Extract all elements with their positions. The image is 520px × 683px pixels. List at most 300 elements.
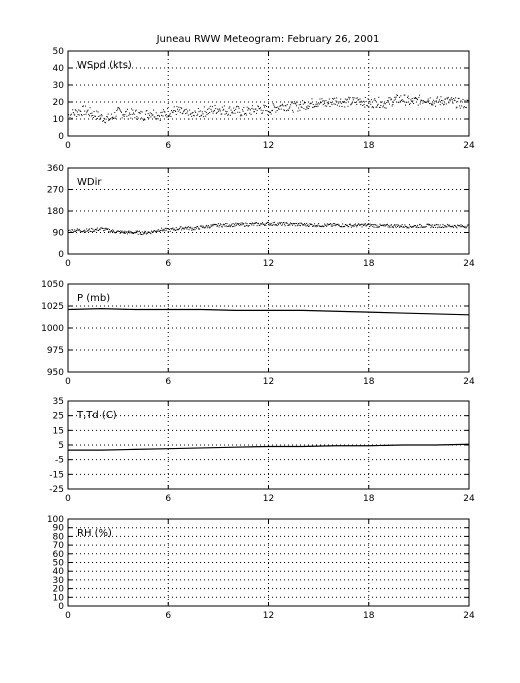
- data-point: [360, 104, 361, 105]
- data-point: [237, 223, 238, 224]
- data-point: [130, 231, 131, 232]
- x-tick-label: 24: [463, 377, 475, 387]
- data-point: [140, 111, 141, 112]
- data-point: [382, 107, 383, 108]
- data-point: [178, 111, 179, 112]
- data-point: [83, 105, 84, 106]
- data-point: [365, 97, 366, 98]
- data-point: [141, 118, 142, 119]
- data-point: [85, 106, 86, 107]
- data-point: [208, 113, 209, 114]
- data-point: [394, 100, 395, 101]
- data-point: [365, 223, 366, 224]
- data-point: [181, 229, 182, 230]
- data-point: [216, 224, 217, 225]
- data-point: [247, 110, 248, 111]
- data-point: [172, 228, 173, 229]
- data-point: [402, 99, 403, 100]
- data-point: [454, 100, 455, 101]
- data-point: [220, 223, 221, 224]
- y-tick-label: -5: [55, 455, 64, 466]
- data-point: [286, 110, 287, 111]
- data-point: [209, 112, 210, 113]
- x-tick-label: 6: [165, 377, 172, 387]
- data-point: [242, 109, 243, 110]
- data-point: [191, 230, 192, 231]
- data-point: [384, 107, 385, 108]
- data-point: [445, 99, 446, 100]
- data-point: [388, 227, 389, 228]
- data-point: [237, 106, 238, 107]
- data-point: [325, 105, 326, 106]
- data-point: [259, 225, 260, 226]
- y-tick-label: 975: [46, 346, 64, 356]
- data-point: [333, 99, 334, 100]
- data-point: [464, 227, 465, 228]
- data-point: [429, 103, 430, 104]
- data-point: [197, 226, 198, 227]
- data-point: [145, 114, 146, 115]
- data-point: [412, 100, 413, 101]
- y-tick-label: 35: [52, 397, 64, 407]
- data-point: [370, 224, 371, 225]
- data-point: [160, 112, 161, 113]
- data-point: [93, 117, 94, 118]
- y-tick-label: 0: [58, 250, 64, 260]
- data-point: [239, 223, 240, 224]
- data-point: [329, 106, 330, 107]
- data-point: [402, 224, 403, 225]
- series-line: [68, 309, 469, 315]
- data-point: [463, 107, 464, 108]
- data-point: [69, 118, 70, 119]
- data-point: [203, 113, 204, 114]
- data-point: [86, 228, 87, 229]
- data-point: [218, 223, 219, 224]
- data-point: [294, 223, 295, 224]
- data-point: [352, 103, 353, 104]
- data-point: [380, 107, 381, 108]
- data-point: [108, 120, 109, 121]
- data-point: [70, 230, 71, 231]
- data-point: [144, 233, 145, 234]
- data-point: [228, 114, 229, 115]
- data-point: [367, 105, 368, 106]
- y-tick-label: 0: [58, 602, 64, 612]
- data-point: [215, 105, 216, 106]
- data-point: [422, 100, 423, 101]
- x-tick-label: 0: [65, 259, 71, 269]
- data-point: [199, 228, 200, 229]
- data-point: [430, 225, 431, 226]
- x-tick-label: 12: [262, 259, 275, 269]
- data-point: [152, 114, 153, 115]
- data-point: [222, 226, 223, 227]
- data-point: [434, 225, 435, 226]
- data-point: [417, 225, 418, 226]
- data-point: [313, 226, 314, 227]
- data-point: [392, 104, 393, 105]
- data-point: [207, 227, 208, 228]
- data-point: [455, 97, 456, 98]
- data-point: [437, 227, 438, 228]
- data-point: [170, 231, 171, 232]
- data-point: [360, 99, 361, 100]
- data-point: [134, 117, 135, 118]
- data-point: [141, 234, 142, 235]
- data-point: [396, 227, 397, 228]
- data-point: [353, 99, 354, 100]
- data-point: [388, 225, 389, 226]
- data-point: [76, 116, 77, 117]
- data-point: [100, 229, 101, 230]
- data-point: [155, 118, 156, 119]
- data-point: [124, 233, 125, 234]
- y-tick-label: 180: [46, 207, 64, 217]
- data-point: [184, 229, 185, 230]
- data-point: [390, 97, 391, 98]
- data-point: [420, 103, 421, 104]
- data-point: [264, 225, 265, 226]
- data-point: [317, 226, 318, 227]
- data-point: [323, 100, 324, 101]
- data-point: [168, 231, 169, 232]
- data-point: [347, 225, 348, 226]
- x-tick-label: 18: [363, 611, 375, 621]
- data-point: [325, 225, 326, 226]
- data-point: [358, 99, 359, 100]
- y-tick-label: 40: [52, 567, 64, 578]
- data-point: [102, 228, 103, 229]
- data-point: [433, 100, 434, 101]
- data-point: [446, 103, 447, 104]
- data-point: [428, 100, 429, 101]
- data-point: [219, 226, 220, 227]
- data-point: [297, 102, 298, 103]
- data-point: [442, 224, 443, 225]
- data-point: [126, 111, 127, 112]
- data-point: [262, 222, 263, 223]
- data-point: [101, 114, 102, 115]
- data-point: [184, 109, 185, 110]
- data-point: [106, 229, 107, 230]
- data-point: [127, 233, 128, 234]
- data-point: [339, 225, 340, 226]
- data-point: [265, 224, 266, 225]
- data-point: [142, 234, 143, 235]
- data-point: [411, 101, 412, 102]
- data-point: [412, 98, 413, 99]
- data-point: [333, 223, 334, 224]
- y-tick-label: 5: [58, 441, 64, 451]
- data-point: [267, 110, 268, 111]
- data-point: [318, 223, 319, 224]
- data-point: [88, 110, 89, 111]
- x-tick-label: 0: [65, 611, 71, 621]
- data-point: [413, 226, 414, 227]
- data-point: [235, 109, 236, 110]
- data-point: [175, 230, 176, 231]
- data-point: [258, 106, 259, 107]
- data-point: [371, 99, 372, 100]
- data-point: [282, 224, 283, 225]
- data-point: [449, 225, 450, 226]
- data-point: [308, 108, 309, 109]
- data-point: [250, 109, 251, 110]
- data-point: [340, 101, 341, 102]
- data-point: [195, 112, 196, 113]
- data-point: [217, 112, 218, 113]
- data-point: [225, 111, 226, 112]
- data-point: [321, 98, 322, 99]
- data-point: [324, 224, 325, 225]
- data-point: [300, 104, 301, 105]
- data-point: [169, 115, 170, 116]
- data-point: [330, 223, 331, 224]
- data-point: [375, 100, 376, 101]
- data-point: [436, 98, 437, 99]
- data-point: [77, 228, 78, 229]
- data-point: [207, 114, 208, 115]
- data-point: [362, 226, 363, 227]
- data-point: [435, 106, 436, 107]
- data-point: [224, 224, 225, 225]
- data-point: [86, 231, 87, 232]
- data-point: [462, 102, 463, 103]
- data-point: [249, 108, 250, 109]
- data-point: [434, 103, 435, 104]
- data-point: [84, 114, 85, 115]
- data-point: [263, 110, 264, 111]
- data-point: [114, 112, 115, 113]
- data-point: [434, 101, 435, 102]
- data-point: [219, 225, 220, 226]
- panels-container: [41, 47, 475, 621]
- data-point: [270, 224, 271, 225]
- data-point: [76, 230, 77, 231]
- data-point: [174, 106, 175, 107]
- data-point: [331, 104, 332, 105]
- data-point: [176, 227, 177, 228]
- data-point: [338, 101, 339, 102]
- data-point: [226, 226, 227, 227]
- data-point: [416, 226, 417, 227]
- data-point: [109, 229, 110, 230]
- data-point: [246, 225, 247, 226]
- data-point: [221, 113, 222, 114]
- data-point: [289, 225, 290, 226]
- data-point: [334, 223, 335, 224]
- data-point: [370, 104, 371, 105]
- data-point: [147, 233, 148, 234]
- panel-1: [53, 47, 475, 151]
- data-point: [124, 231, 125, 232]
- data-point: [291, 101, 292, 102]
- data-point: [92, 113, 93, 114]
- data-point: [239, 108, 240, 109]
- data-point: [364, 107, 365, 108]
- data-point: [382, 101, 383, 102]
- data-point: [468, 100, 469, 101]
- data-point: [459, 105, 460, 106]
- data-point: [363, 225, 364, 226]
- data-point: [210, 106, 211, 107]
- data-point: [160, 230, 161, 231]
- data-point: [409, 104, 410, 105]
- data-point: [139, 231, 140, 232]
- data-point: [229, 224, 230, 225]
- data-point: [325, 100, 326, 101]
- data-point: [321, 102, 322, 103]
- data-point: [96, 119, 97, 120]
- data-point: [115, 118, 116, 119]
- data-point: [227, 115, 228, 116]
- x-tick-label: 18: [363, 141, 375, 151]
- data-point: [235, 113, 236, 114]
- data-point: [396, 97, 397, 98]
- data-point: [389, 104, 390, 105]
- data-point: [353, 225, 354, 226]
- data-point: [92, 229, 93, 230]
- data-point: [251, 108, 252, 109]
- data-point: [76, 110, 77, 111]
- data-point: [370, 225, 371, 226]
- data-point: [448, 226, 449, 227]
- data-point: [469, 224, 470, 225]
- data-point: [292, 110, 293, 111]
- data-point: [456, 226, 457, 227]
- data-point: [366, 101, 367, 102]
- data-point: [170, 116, 171, 117]
- data-point: [394, 97, 395, 98]
- data-point: [297, 111, 298, 112]
- data-point: [223, 110, 224, 111]
- data-point: [225, 114, 226, 115]
- data-point: [86, 112, 87, 113]
- data-point: [108, 114, 109, 115]
- data-point: [182, 227, 183, 228]
- data-point: [417, 99, 418, 100]
- data-point: [267, 114, 268, 115]
- data-point: [277, 107, 278, 108]
- data-point: [268, 222, 269, 223]
- data-point: [97, 228, 98, 229]
- data-point: [344, 226, 345, 227]
- data-point: [400, 101, 401, 102]
- data-point: [430, 103, 431, 104]
- data-point: [140, 113, 141, 114]
- data-point: [453, 98, 454, 99]
- data-point: [142, 118, 143, 119]
- data-point: [376, 225, 377, 226]
- data-point: [226, 113, 227, 114]
- data-point: [212, 106, 213, 107]
- data-point: [349, 98, 350, 99]
- y-tick-label: 30: [52, 81, 64, 91]
- data-point: [357, 225, 358, 226]
- x-tick-label: 0: [65, 494, 71, 504]
- data-point: [279, 109, 280, 110]
- data-point: [233, 113, 234, 114]
- data-point: [190, 228, 191, 229]
- data-point: [241, 115, 242, 116]
- data-point: [459, 225, 460, 226]
- data-point: [342, 226, 343, 227]
- data-point: [201, 226, 202, 227]
- data-point: [439, 99, 440, 100]
- data-point: [136, 110, 137, 111]
- data-point: [249, 225, 250, 226]
- y-tick-label: 40: [52, 64, 64, 74]
- data-point: [240, 224, 241, 225]
- data-point: [326, 226, 327, 227]
- data-point: [347, 99, 348, 100]
- data-point: [158, 118, 159, 119]
- data-point: [94, 230, 95, 231]
- x-tick-label: 0: [65, 141, 71, 151]
- data-point: [68, 114, 69, 115]
- data-point: [403, 101, 404, 102]
- data-point: [120, 111, 121, 112]
- data-point: [430, 97, 431, 98]
- data-point: [440, 96, 441, 97]
- data-point: [225, 226, 226, 227]
- data-point: [398, 102, 399, 103]
- data-point: [227, 111, 228, 112]
- data-point: [234, 110, 235, 111]
- data-point: [84, 111, 85, 112]
- data-point: [350, 224, 351, 225]
- data-point: [266, 106, 267, 107]
- data-point: [362, 105, 363, 106]
- data-point: [104, 228, 105, 229]
- data-point: [282, 104, 283, 105]
- data-point: [350, 224, 351, 225]
- data-point: [156, 118, 157, 119]
- data-point: [74, 231, 75, 232]
- data-point: [351, 104, 352, 105]
- data-point: [217, 226, 218, 227]
- data-point: [276, 107, 277, 108]
- data-point: [138, 234, 139, 235]
- data-point: [145, 231, 146, 232]
- data-point: [374, 100, 375, 101]
- data-point: [190, 114, 191, 115]
- data-point: [466, 227, 467, 228]
- data-point: [295, 225, 296, 226]
- data-point: [336, 100, 337, 101]
- data-point: [265, 105, 266, 106]
- data-point: [291, 102, 292, 103]
- data-point: [400, 226, 401, 227]
- data-point: [174, 110, 175, 111]
- data-point: [112, 229, 113, 230]
- data-point: [231, 110, 232, 111]
- data-point: [245, 226, 246, 227]
- data-point: [354, 97, 355, 98]
- data-point: [206, 112, 207, 113]
- data-point: [280, 223, 281, 224]
- data-point: [176, 106, 177, 107]
- data-point: [211, 226, 212, 227]
- data-point: [400, 95, 401, 96]
- data-point: [446, 97, 447, 98]
- data-point: [368, 223, 369, 224]
- y-tick-label: 20: [52, 98, 64, 108]
- y-tick-label: 15: [52, 426, 64, 437]
- data-point: [275, 112, 276, 113]
- data-point: [301, 223, 302, 224]
